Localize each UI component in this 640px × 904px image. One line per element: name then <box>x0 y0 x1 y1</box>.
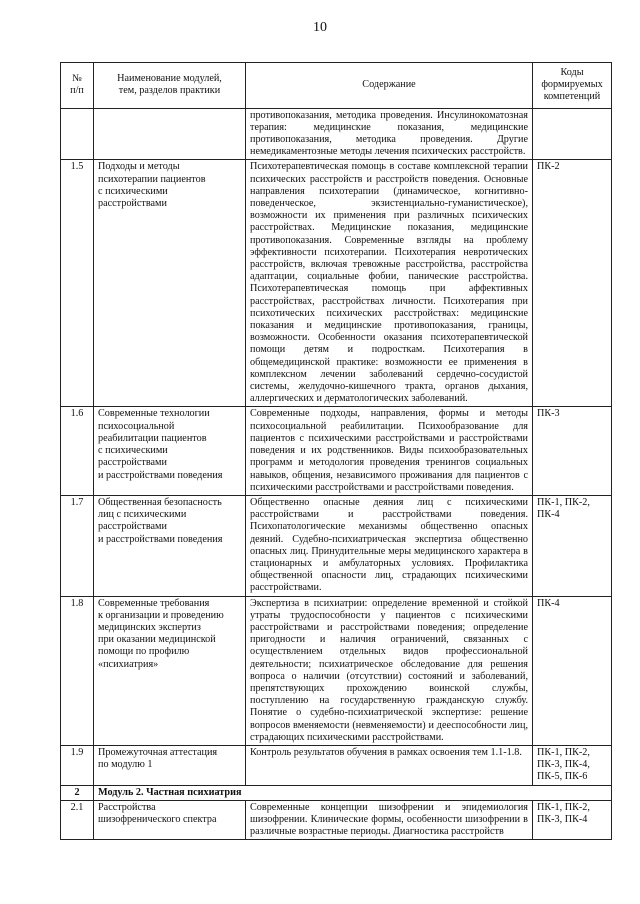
row-content: Экспертиза в психиатрии: определение временной и стойкой утраты трудоспособности у пациентов с психическими расстройствами и расстройствами поведения; определение пригодности и наличия ограничений, связанных с осуществлением отдельных видов профессиональной деятельности; психиатрическое обследование для решения вопроса о наличии (отсутствии) состояний и заболеваний, препятствующих прохождению воинской службы, поступлению на государственную гражданскую службу. Понятие о судебно-психиатрической экспертизе: решение вопросов вменяемости (невменяемости) и дееспособности лиц, страдающих психическими расстройствами. <box>246 596 533 745</box>
table-row <box>61 596 612 745</box>
row-codes: ПК-1, ПК-2, ПК-3, ПК-4 <box>533 800 612 840</box>
header-content: Содержание <box>246 63 533 109</box>
page-number: 10 <box>313 20 327 35</box>
row-codes: ПК-4 <box>533 596 612 745</box>
row-content: Общественно опасные деяния лиц с психическими расстройствами и расстройствами поведения. Психопатологические механизмы общественно опасных деяний. Судебно-психиатрическая экспертиза общественно опасных лиц. Принудительные меры медицинского характера в стационарных и амбулаторных условиях. Профилактика общественной опасности лиц, страдающих психическими расстройствами. <box>246 495 533 596</box>
module-num: 2 <box>61 785 94 800</box>
header-name: Наименование модулей, тем, разделов практики <box>94 63 246 109</box>
row-name: Общественная безопасность лиц с психическими расстройствами и расстройствами поведения <box>94 495 246 596</box>
row-codes: ПК-1, ПК-2, ПК-4 <box>533 495 612 596</box>
curriculum-table <box>60 62 612 840</box>
table-row <box>61 108 612 160</box>
table-row <box>61 495 612 596</box>
row-codes <box>533 108 612 160</box>
row-num: 1.9 <box>61 745 94 785</box>
row-codes: ПК-2 <box>533 160 612 407</box>
table-row <box>61 745 612 785</box>
row-num: 2.1 <box>61 800 94 840</box>
table-row <box>61 800 612 840</box>
row-content: Контроль результатов обучения в рамках освоения тем 1.1-1.8. <box>246 745 533 785</box>
row-name: Современные технологии психосоциальной реабилитации пациентов с психическими расстройствами и расстройствами поведения <box>94 407 246 495</box>
row-content: Современные подходы, направления, формы и методы психосоциальной реабилитации. Психообразование для пациентов с психическими расстройствами и расстройствами поведения и их родственников. Виды психообразовательных программ и методология проведения тренингов социальных навыков, общения, независимого проживания для пациентов с психическими расстройствами и расстройствами поведения. <box>246 407 533 495</box>
row-name: Подходы и методы психотерапии пациентов с психическими расстройствами <box>94 160 246 407</box>
row-codes: ПК-3 <box>533 407 612 495</box>
module-row <box>61 785 612 800</box>
row-codes: ПК-1, ПК-2, ПК-3, ПК-4, ПК-5, ПК-6 <box>533 745 612 785</box>
row-name <box>94 108 246 160</box>
row-name: Современные требования к организации и проведению медицинских экспертиз при оказании медицинской помощи по профилю «психиатрия» <box>94 596 246 745</box>
table-row <box>61 160 612 407</box>
module-title: Модуль 2. Частная психиатрия <box>94 785 612 800</box>
row-num: 1.5 <box>61 160 94 407</box>
table-row <box>61 407 612 495</box>
row-content: противопоказания, методика проведения. Инсулинокоматозная терапия: медицинские показания, медицинские противопоказания, методика проведения. Другие немедикаментозные методы лечения психических расстройств. <box>246 108 533 160</box>
row-num <box>61 108 94 160</box>
row-num: 1.7 <box>61 495 94 596</box>
row-name: Промежуточная аттестация по модулю 1 <box>94 745 246 785</box>
row-content: Психотерапевтическая помощь в составе комплексной терапии психических расстройств и расстройств поведения. Основные направления психотерапии (динамическое, когнитивно-поведенческое, экзистенциально-гуманистическое), возможности их применения при различных психических расстройствах. Медицинские показания, медицинские противопоказания. Современные взгляды на проблему эффективности психотерапии. Психотерапия невротических расстройств, включая тревожные расстройства, расстройства адаптации, социальные фобии, панические расстройства. Психотерапевтическая помощь при аффективных расстройствах, расстройствах личности. Психотерапия при психотических психических расстройствах: медицинские показания и медицинские противопоказания, границы, возможности. Особенности оказания психотерапевтической помощи детям и подросткам. Психотерапия в общемедицинской практике: возможности ее применения в комплексном лечении заболеваний сердечно-сосудистой системы, желудочно-кишечного тракта, органов дыхания, аллергических и дерматологических заболеваний. <box>246 160 533 407</box>
table-header-row <box>61 63 612 109</box>
row-name: Расстройства шизофренического спектра <box>94 800 246 840</box>
row-num: 1.8 <box>61 596 94 745</box>
header-codes: Коды формируемых компетенций <box>533 63 612 109</box>
row-content: Современные концепции шизофрении и эпидемиология шизофрении. Клинические формы, особенности шизофрении в различные возрастные периоды. Диагностика расстройств <box>246 800 533 840</box>
row-num: 1.6 <box>61 407 94 495</box>
header-num: № п/п <box>61 63 94 109</box>
